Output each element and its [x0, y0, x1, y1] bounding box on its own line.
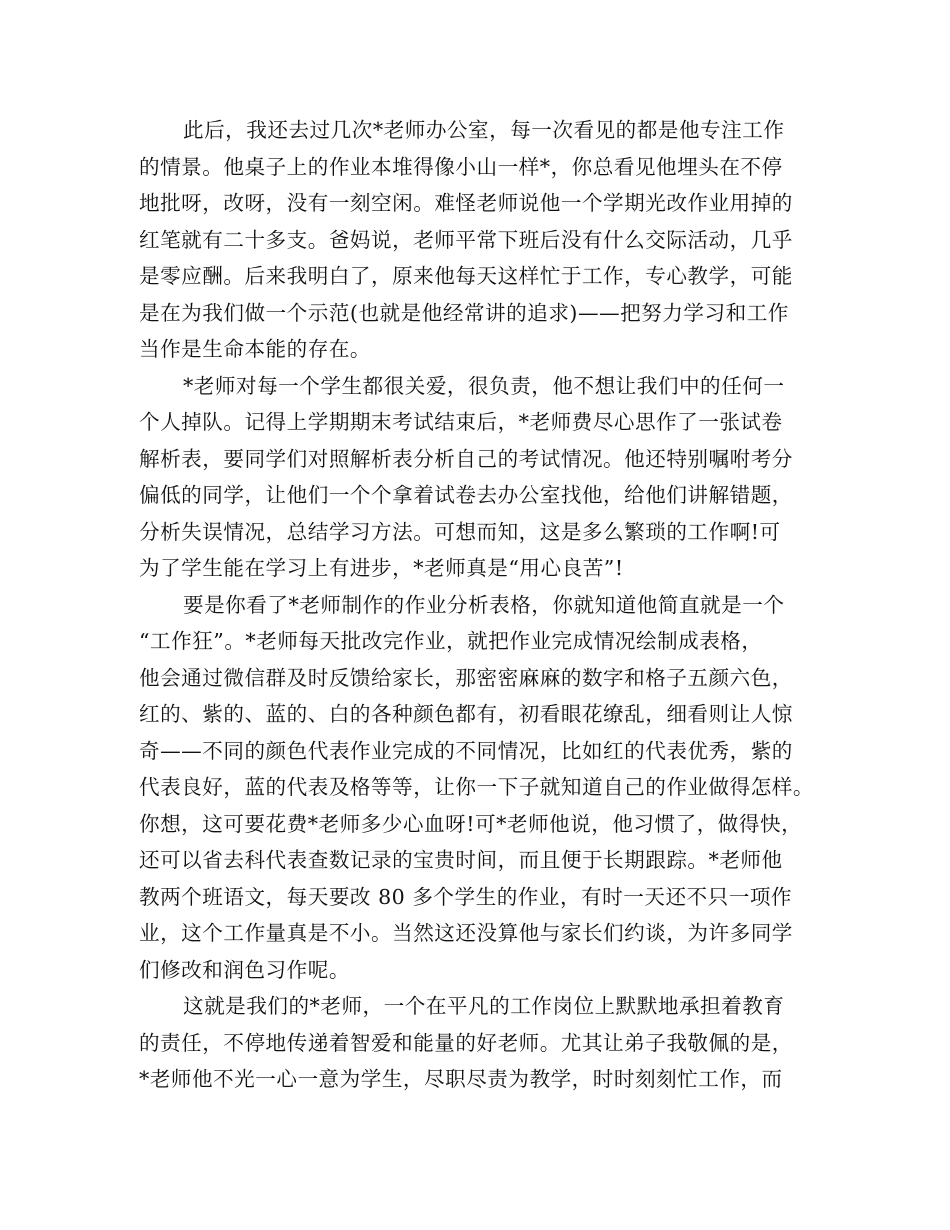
text-line: 红笔就有二十多支。爸妈说，老师平常下班后没有什么交际活动，几乎 — [139, 227, 793, 252]
text-line: 奇——不同的颜色代表作业完成的不同情况，比如红的代表优秀，紫的 — [139, 738, 793, 763]
text-line: 红的、紫的、蓝的、白的各种颜色都有，初看眼花缭乱，细看则让人惊 — [139, 702, 793, 726]
text-line: 教两个班语文，每天要改 80 多个学生的作业，有时一天还不只一项作 — [139, 884, 793, 909]
text-line: 是在为我们做一个示范(也就是他经常讲的追求)——把努力学习和工作 — [139, 300, 789, 325]
text-line: *老师对每一个学生都很关爱，很负责，他不想让我们中的任何一 — [183, 373, 785, 398]
text-line: 个人掉队。记得上学期期末考试结束后，*老师费尽心思作了一张试卷 — [139, 410, 783, 434]
text-line: 业，这个工作量真是不小。当然这还没算他与家长们约谈，为许多同学 — [139, 921, 793, 945]
text-line: 分析失误情况，总结学习方法。可想而知，这是多么繁琐的工作啊!可 — [139, 519, 781, 544]
text-line: 代表良好，蓝的代表及格等等，让你一下子就知道自己的作业做得怎样。 — [139, 775, 814, 799]
text-line: 地批呀，改呀，没有一刻空闲。难怪老师说他一个学期光改作业用掉的 — [139, 191, 793, 215]
text-line: 解析表，要同学们对照解析表分析自己的考试情况。他还特别嘱咐考分 — [139, 446, 793, 471]
text-line: 你想，这可要花费*老师多少心血呀!可*老师他说，他习惯了，做得快， — [139, 811, 803, 836]
text-line: *老师他不光一心一意为学生，尽职尽责为教学，时时刻刻忙工作，而 — [139, 1067, 783, 1091]
text-line: 这就是我们的*老师，一个在平凡的工作岗位上默默地承担着教育 — [183, 994, 785, 1018]
text-line: 为了学生能在学习上有进步，*老师真是“用心良苦”! — [139, 556, 624, 580]
text-line: 他会通过微信群及时反馈给家长，那密密麻麻的数字和格子五颜六色， — [139, 665, 793, 690]
text-line: 的情景。他桌子上的作业本堆得像小山一样*，你总看见他埋头在不停 — [139, 154, 783, 179]
text-line: 们修改和润色习作呢。 — [139, 957, 350, 982]
text-line: 要是你看了*老师制作的作业分析表格，你就知道他简直就是一个 — [183, 592, 785, 617]
text-line: “工作狂”。*老师每天批改完作业，就把作业完成情况绘制成表格， — [139, 629, 763, 653]
text-line: 的责任，不停地传递着智爱和能量的好老师。尤其让弟子我敬佩的是， — [139, 1030, 793, 1055]
body-text — [139, 112, 819, 1098]
text-line: 偏低的同学，让他们一个个拿着试卷去办公室找他，给他们讲解错题， — [139, 483, 793, 507]
text-line: 是零应酬。后来我明白了，原来他每天这样忙于工作，专心教学，可能 — [139, 264, 793, 288]
text-line: 当作是生命本能的存在。 — [139, 337, 372, 361]
text-line: 还可以省去科代表查数记录的宝贵时间，而且便于长期跟踪。*老师他 — [139, 848, 783, 872]
text-line: 此后，我还去过几次*老师办公室，每一次看见的都是他专注工作 — [183, 118, 785, 142]
